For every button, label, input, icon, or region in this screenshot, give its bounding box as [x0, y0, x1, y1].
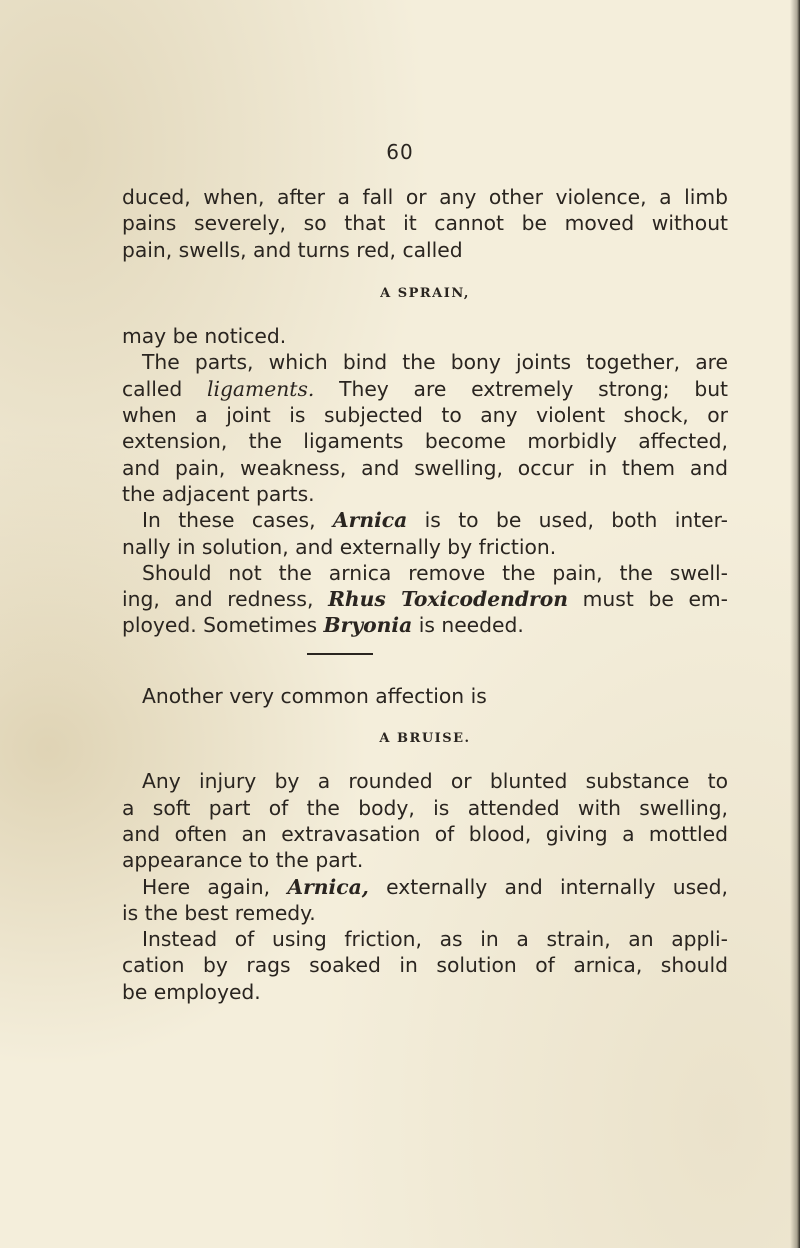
section-divider: [122, 639, 728, 683]
text-run: ing, and redness,: [122, 587, 329, 612]
paragraph-line: and often an extravasation of blood, giving a mottled: [122, 821, 728, 846]
paragraph-line: [122, 612, 728, 638]
paragraph-line: Another very common affection is: [142, 683, 487, 708]
section-heading-sprain: A SPRAIN,: [380, 285, 470, 301]
paragraph-line: Instead of using friction, as in a strain, an appli-: [142, 927, 728, 952]
section-heading-bruise: A BRUISE.: [379, 731, 471, 747]
paragraph-line: a soft part of the body, is attended with swelling,: [122, 795, 728, 820]
text-run: In these cases,: [142, 508, 333, 533]
italic-term: Arnica: [332, 508, 408, 533]
text-run: externally and internally used,: [368, 874, 728, 899]
text-run: called: [122, 376, 207, 401]
text-run: ployed. Sometimes: [122, 613, 324, 638]
paragraph-line: be employed.: [122, 979, 261, 1004]
page-number: 60: [386, 140, 414, 164]
paragraph-line: [122, 874, 728, 900]
paragraph-line: and pain, weakness, and swelling, occur in them and: [122, 455, 728, 480]
text-run: must be em-: [568, 587, 729, 612]
paragraph-line: The parts, which bind the bony joints together, are: [142, 350, 728, 375]
paragraph-line: extension, the ligaments become morbidly affected,: [122, 429, 728, 454]
paragraph-line: [122, 507, 728, 533]
paragraph-line: appearance to the part.: [122, 848, 364, 873]
divider-rule: [307, 653, 373, 655]
paragraph-line: is the best remedy.: [122, 900, 316, 925]
paragraph-line: cation by rags soaked in solution of arnica, should: [122, 953, 728, 978]
paragraph-line: duced, when, after a fall or any other violence, a limb: [122, 185, 728, 209]
italic-term: Arnica,: [287, 874, 369, 899]
page-edge-shadow: [790, 0, 800, 1248]
italic-term: Rhus Toxicodendron: [328, 587, 569, 612]
paragraph-line: Should not the arnica remove the pain, the swell-: [142, 560, 728, 585]
text-run: is to be used, both inter-: [407, 508, 728, 533]
body-text: [122, 184, 728, 1005]
italic-term: ligaments.: [206, 376, 315, 401]
paragraph-line: pain, swells, and turns red, called: [122, 237, 463, 262]
paragraph-line: [122, 586, 728, 612]
paragraph-line: the adjacent parts.: [122, 481, 315, 506]
paragraph-line: Any injury by a rounded or blunted substance to: [142, 769, 728, 794]
paragraph-line: may be noticed.: [122, 324, 287, 349]
text-run: They are extremely strong; but: [314, 376, 728, 401]
text-run: Here again,: [142, 874, 288, 899]
paragraph-line: [122, 376, 728, 402]
italic-term: Bryonia: [323, 613, 413, 638]
paragraph-line: pains severely, so that it cannot be moved without: [122, 211, 728, 236]
paragraph-line: when a joint is subjected to any violent shock, or: [122, 403, 728, 428]
paragraph-line: nally in solution, and externally by friction.: [122, 534, 557, 559]
text-run: is needed.: [412, 613, 524, 638]
